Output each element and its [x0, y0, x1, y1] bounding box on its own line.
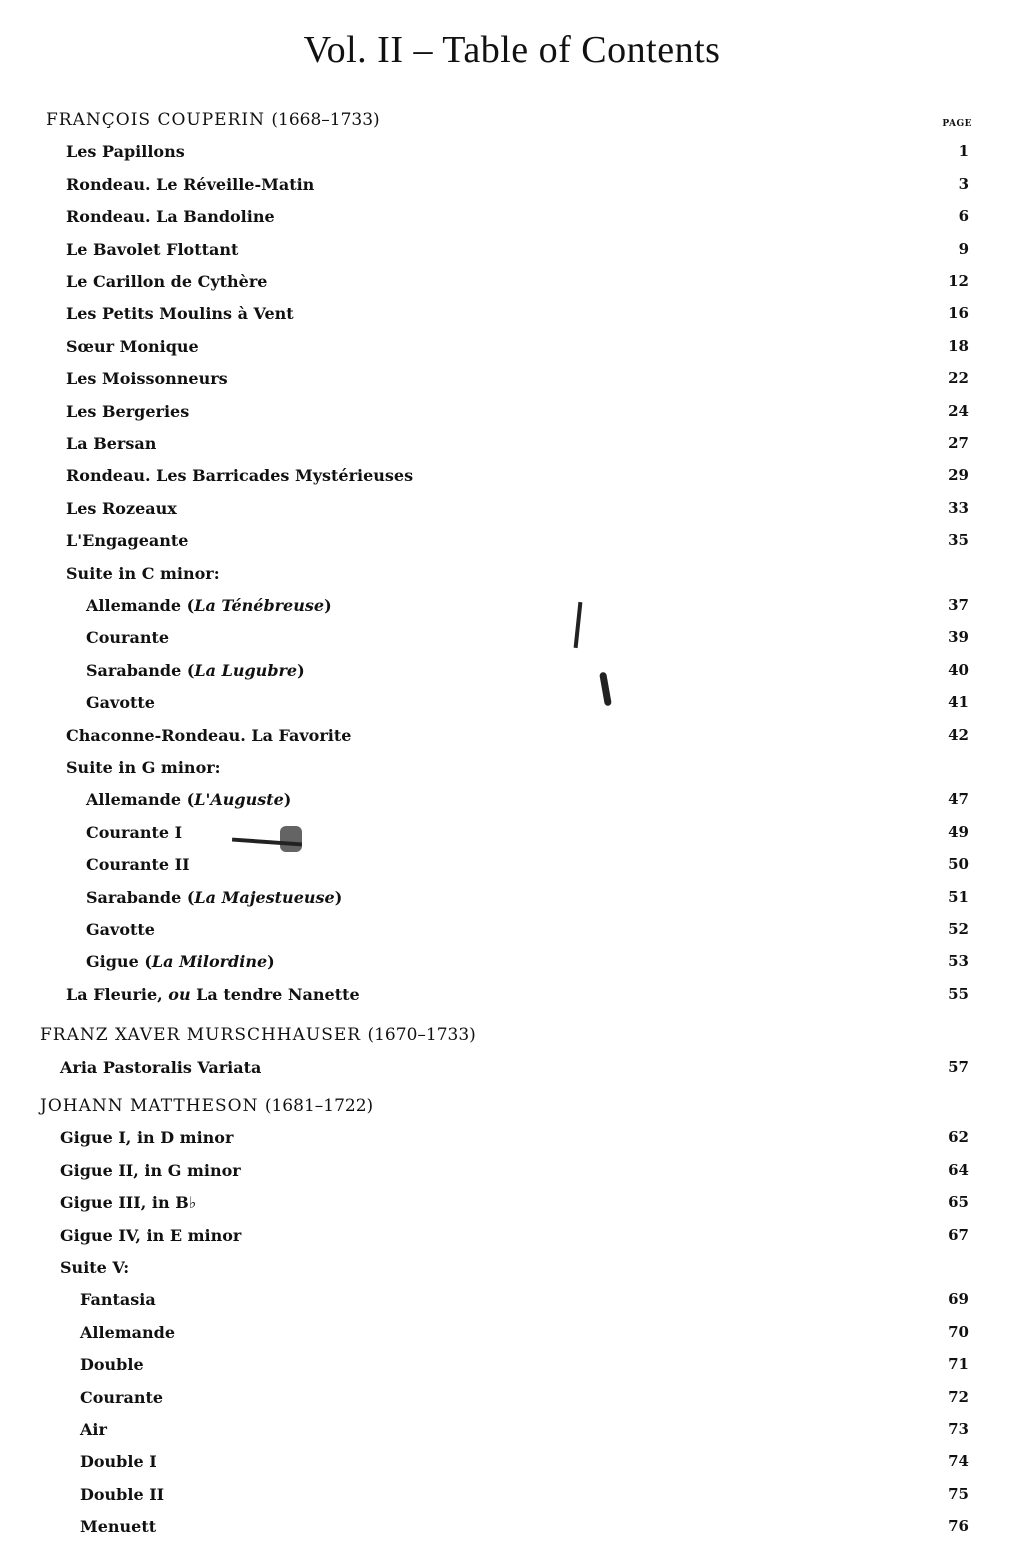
toc-entry[interactable] — [0, 142, 1024, 172]
toc-entry[interactable] — [0, 1323, 1024, 1353]
entry-title: Suite V: — [60, 1258, 130, 1277]
entry-subtitle: La Ténébreuse — [194, 596, 325, 615]
entry-title: Menuett — [80, 1517, 157, 1537]
toc-entry[interactable] — [0, 985, 1024, 1015]
entry-title: Suite in G minor: — [66, 758, 221, 777]
entry-title: La Fleurie, ou La tendre Nanette — [66, 984, 360, 1004]
composer-years: (1681–1722) — [264, 1096, 374, 1116]
toc-entry[interactable] — [0, 272, 1024, 302]
entry-title: Rondeau. Les Barricades Mystérieuses — [66, 466, 414, 486]
entry-page-number: 41 — [948, 693, 969, 712]
entry-subtitle: L'Auguste — [194, 790, 284, 810]
entry-subtitle: La Milordine — [151, 952, 268, 972]
entry-title: Gigue I, in D minor — [60, 1128, 234, 1148]
toc-entry[interactable] — [0, 1485, 1024, 1515]
entry-title: Air — [80, 1420, 107, 1439]
toc-entry[interactable] — [0, 758, 1024, 788]
entry-title: L'Engageante — [66, 531, 189, 551]
entry-subtitle: ou — [168, 984, 191, 1004]
toc-entry[interactable] — [0, 1517, 1024, 1547]
entry-title: Rondeau. La Bandoline — [66, 207, 275, 227]
entry-title: Les Petits Moulins à Vent — [66, 304, 294, 324]
composer-heading — [0, 1096, 1024, 1126]
entry-title: La Bersan — [66, 434, 157, 453]
entry-subtitle: La Lugubre — [194, 660, 298, 680]
toc-entry[interactable] — [0, 175, 1024, 205]
toc-entry[interactable] — [0, 434, 1024, 464]
entry-page-number: 71 — [948, 1355, 969, 1374]
toc-entry[interactable] — [0, 823, 1024, 853]
toc-entry[interactable] — [0, 1290, 1024, 1320]
entry-title: Allemande (L'Auguste) — [86, 790, 292, 810]
toc-entry[interactable] — [0, 952, 1024, 982]
entry-title: Suite in C minor: — [66, 563, 220, 583]
entry-title: Courante — [80, 1387, 164, 1407]
toc-entry[interactable] — [0, 596, 1024, 626]
entry-page-number: 37 — [948, 596, 969, 614]
entry-page-number: 29 — [948, 466, 969, 485]
entry-page-number: 47 — [948, 790, 969, 809]
entry-page-number: 55 — [948, 984, 969, 1003]
toc-entry[interactable] — [0, 240, 1024, 270]
entry-title: Sarabande (La Majestueuse) — [86, 887, 343, 907]
toc-entry[interactable] — [0, 920, 1024, 950]
toc-entry[interactable] — [0, 466, 1024, 496]
entry-page-number: 27 — [948, 434, 969, 452]
entry-title: Double II — [80, 1484, 165, 1504]
entry-title: Gavotte — [86, 920, 155, 939]
entry-page-number: 24 — [948, 401, 969, 420]
entry-title: Gigue III, in B♭ — [60, 1193, 197, 1213]
toc-entry[interactable] — [0, 1193, 1024, 1223]
entry-page-number: 50 — [948, 855, 969, 874]
entry-page-number: 73 — [948, 1420, 969, 1438]
entry-title: Double I — [80, 1452, 157, 1472]
toc-entry[interactable] — [0, 1226, 1024, 1256]
composer-years: (1668–1733) — [271, 110, 380, 130]
toc-entry[interactable] — [0, 304, 1024, 334]
entry-page-number: 69 — [948, 1290, 969, 1309]
entry-title: Les Papillons — [66, 142, 185, 162]
entry-page-number: 42 — [948, 725, 969, 744]
entry-title: Courante I — [86, 822, 183, 842]
entry-subtitle: La Majestueuse — [194, 887, 335, 907]
entry-title: Gigue (La Milordine) — [86, 952, 275, 972]
composer-name: FRANZ XAVER MURSCHHAUSER (1670–1733) — [40, 1025, 476, 1046]
entry-page-number: 9 — [958, 239, 969, 258]
toc-entry[interactable] — [0, 564, 1024, 594]
entry-page-number: 76 — [948, 1517, 969, 1536]
entry-title: Gigue II, in G minor — [60, 1160, 241, 1180]
entry-title: Allemande (La Ténébreuse) — [86, 596, 332, 615]
page-column-header: PAGE — [942, 119, 972, 129]
toc-entry[interactable] — [0, 628, 1024, 658]
composer-name: JOHANN MATTHESON (1681–1722) — [40, 1096, 374, 1116]
entry-page-number: 70 — [948, 1322, 969, 1341]
toc-entry[interactable] — [0, 1161, 1024, 1191]
toc-entry[interactable] — [0, 1058, 1024, 1088]
toc-entry[interactable] — [0, 790, 1024, 820]
entry-page-number: 6 — [958, 207, 969, 226]
entry-title: Aria Pastoralis Variata — [60, 1057, 262, 1077]
toc-entry[interactable] — [0, 693, 1024, 723]
composer-heading — [0, 1025, 1024, 1055]
entry-title: Les Bergeries — [66, 401, 190, 421]
entry-page-number: 75 — [948, 1484, 969, 1503]
toc-entry[interactable] — [0, 726, 1024, 756]
toc-entry[interactable] — [0, 207, 1024, 237]
entry-title: Gigue IV, in E minor — [60, 1225, 242, 1245]
entry-page-number: 53 — [948, 952, 969, 971]
toc-entry[interactable] — [0, 1452, 1024, 1482]
composer-heading — [0, 110, 1024, 140]
entry-page-number: 49 — [948, 822, 969, 841]
toc-entry[interactable] — [0, 661, 1024, 691]
entry-page-number: 40 — [948, 660, 969, 679]
entry-page-number: 1 — [958, 142, 969, 161]
composer-name: FRANÇOIS COUPERIN (1668–1733) — [46, 110, 380, 130]
entry-page-number: 18 — [948, 336, 969, 355]
toc-entry[interactable] — [0, 888, 1024, 918]
toc-entry[interactable] — [0, 337, 1024, 367]
entry-title: Le Carillon de Cythère — [66, 272, 268, 291]
entry-page-number: 33 — [948, 498, 969, 517]
entry-title: Chaconne-Rondeau. La Favorite — [66, 725, 352, 745]
entry-title: Courante — [86, 628, 170, 648]
toc-entry[interactable] — [0, 1258, 1024, 1288]
entry-page-number: 35 — [948, 531, 969, 550]
entry-page-number: 22 — [948, 369, 969, 388]
entry-title: Allemande — [80, 1322, 176, 1342]
entry-title: Rondeau. Le Réveille-Matin — [66, 174, 315, 194]
toc-entry[interactable] — [0, 1388, 1024, 1418]
entry-title: Les Rozeaux — [66, 498, 177, 518]
entry-page-number: 52 — [948, 920, 969, 938]
entry-page-number: 16 — [948, 304, 969, 323]
toc-entry[interactable] — [0, 499, 1024, 529]
entry-title: Le Bavolet Flottant — [66, 239, 239, 259]
toc-entry[interactable] — [0, 855, 1024, 885]
page-title: Vol. II – Table of Contents — [303, 29, 721, 71]
composer-years: (1670–1733) — [367, 1025, 476, 1046]
entry-page-number: 74 — [948, 1452, 969, 1471]
entry-page-number: 72 — [948, 1387, 969, 1406]
toc-entry[interactable] — [0, 1355, 1024, 1385]
entry-page-number: 65 — [948, 1193, 969, 1212]
entry-title: Double — [80, 1355, 144, 1375]
entry-title: Gavotte — [86, 693, 155, 713]
entry-page-number: 3 — [958, 174, 969, 193]
entry-title: Sarabande (La Lugubre) — [86, 660, 305, 680]
entry-page-number: 39 — [948, 628, 969, 647]
entry-title: Courante II — [86, 855, 190, 875]
toc-entry[interactable] — [0, 369, 1024, 399]
entry-page-number: 51 — [948, 887, 969, 906]
entry-title: Fantasia — [80, 1290, 156, 1310]
toc-entry[interactable] — [0, 1128, 1024, 1158]
entry-page-number: 62 — [948, 1128, 969, 1147]
entry-page-number: 57 — [948, 1057, 969, 1076]
entry-page-number: 12 — [948, 272, 969, 290]
entry-page-number: 67 — [948, 1225, 969, 1244]
toc-entry[interactable] — [0, 1420, 1024, 1450]
entry-title: Les Moissonneurs — [66, 369, 228, 389]
entry-page-number: 64 — [948, 1160, 969, 1179]
toc-entry[interactable] — [0, 531, 1024, 561]
toc-entry[interactable] — [0, 402, 1024, 432]
entry-title: Sœur Monique — [66, 336, 199, 356]
ink-mark — [280, 826, 302, 852]
